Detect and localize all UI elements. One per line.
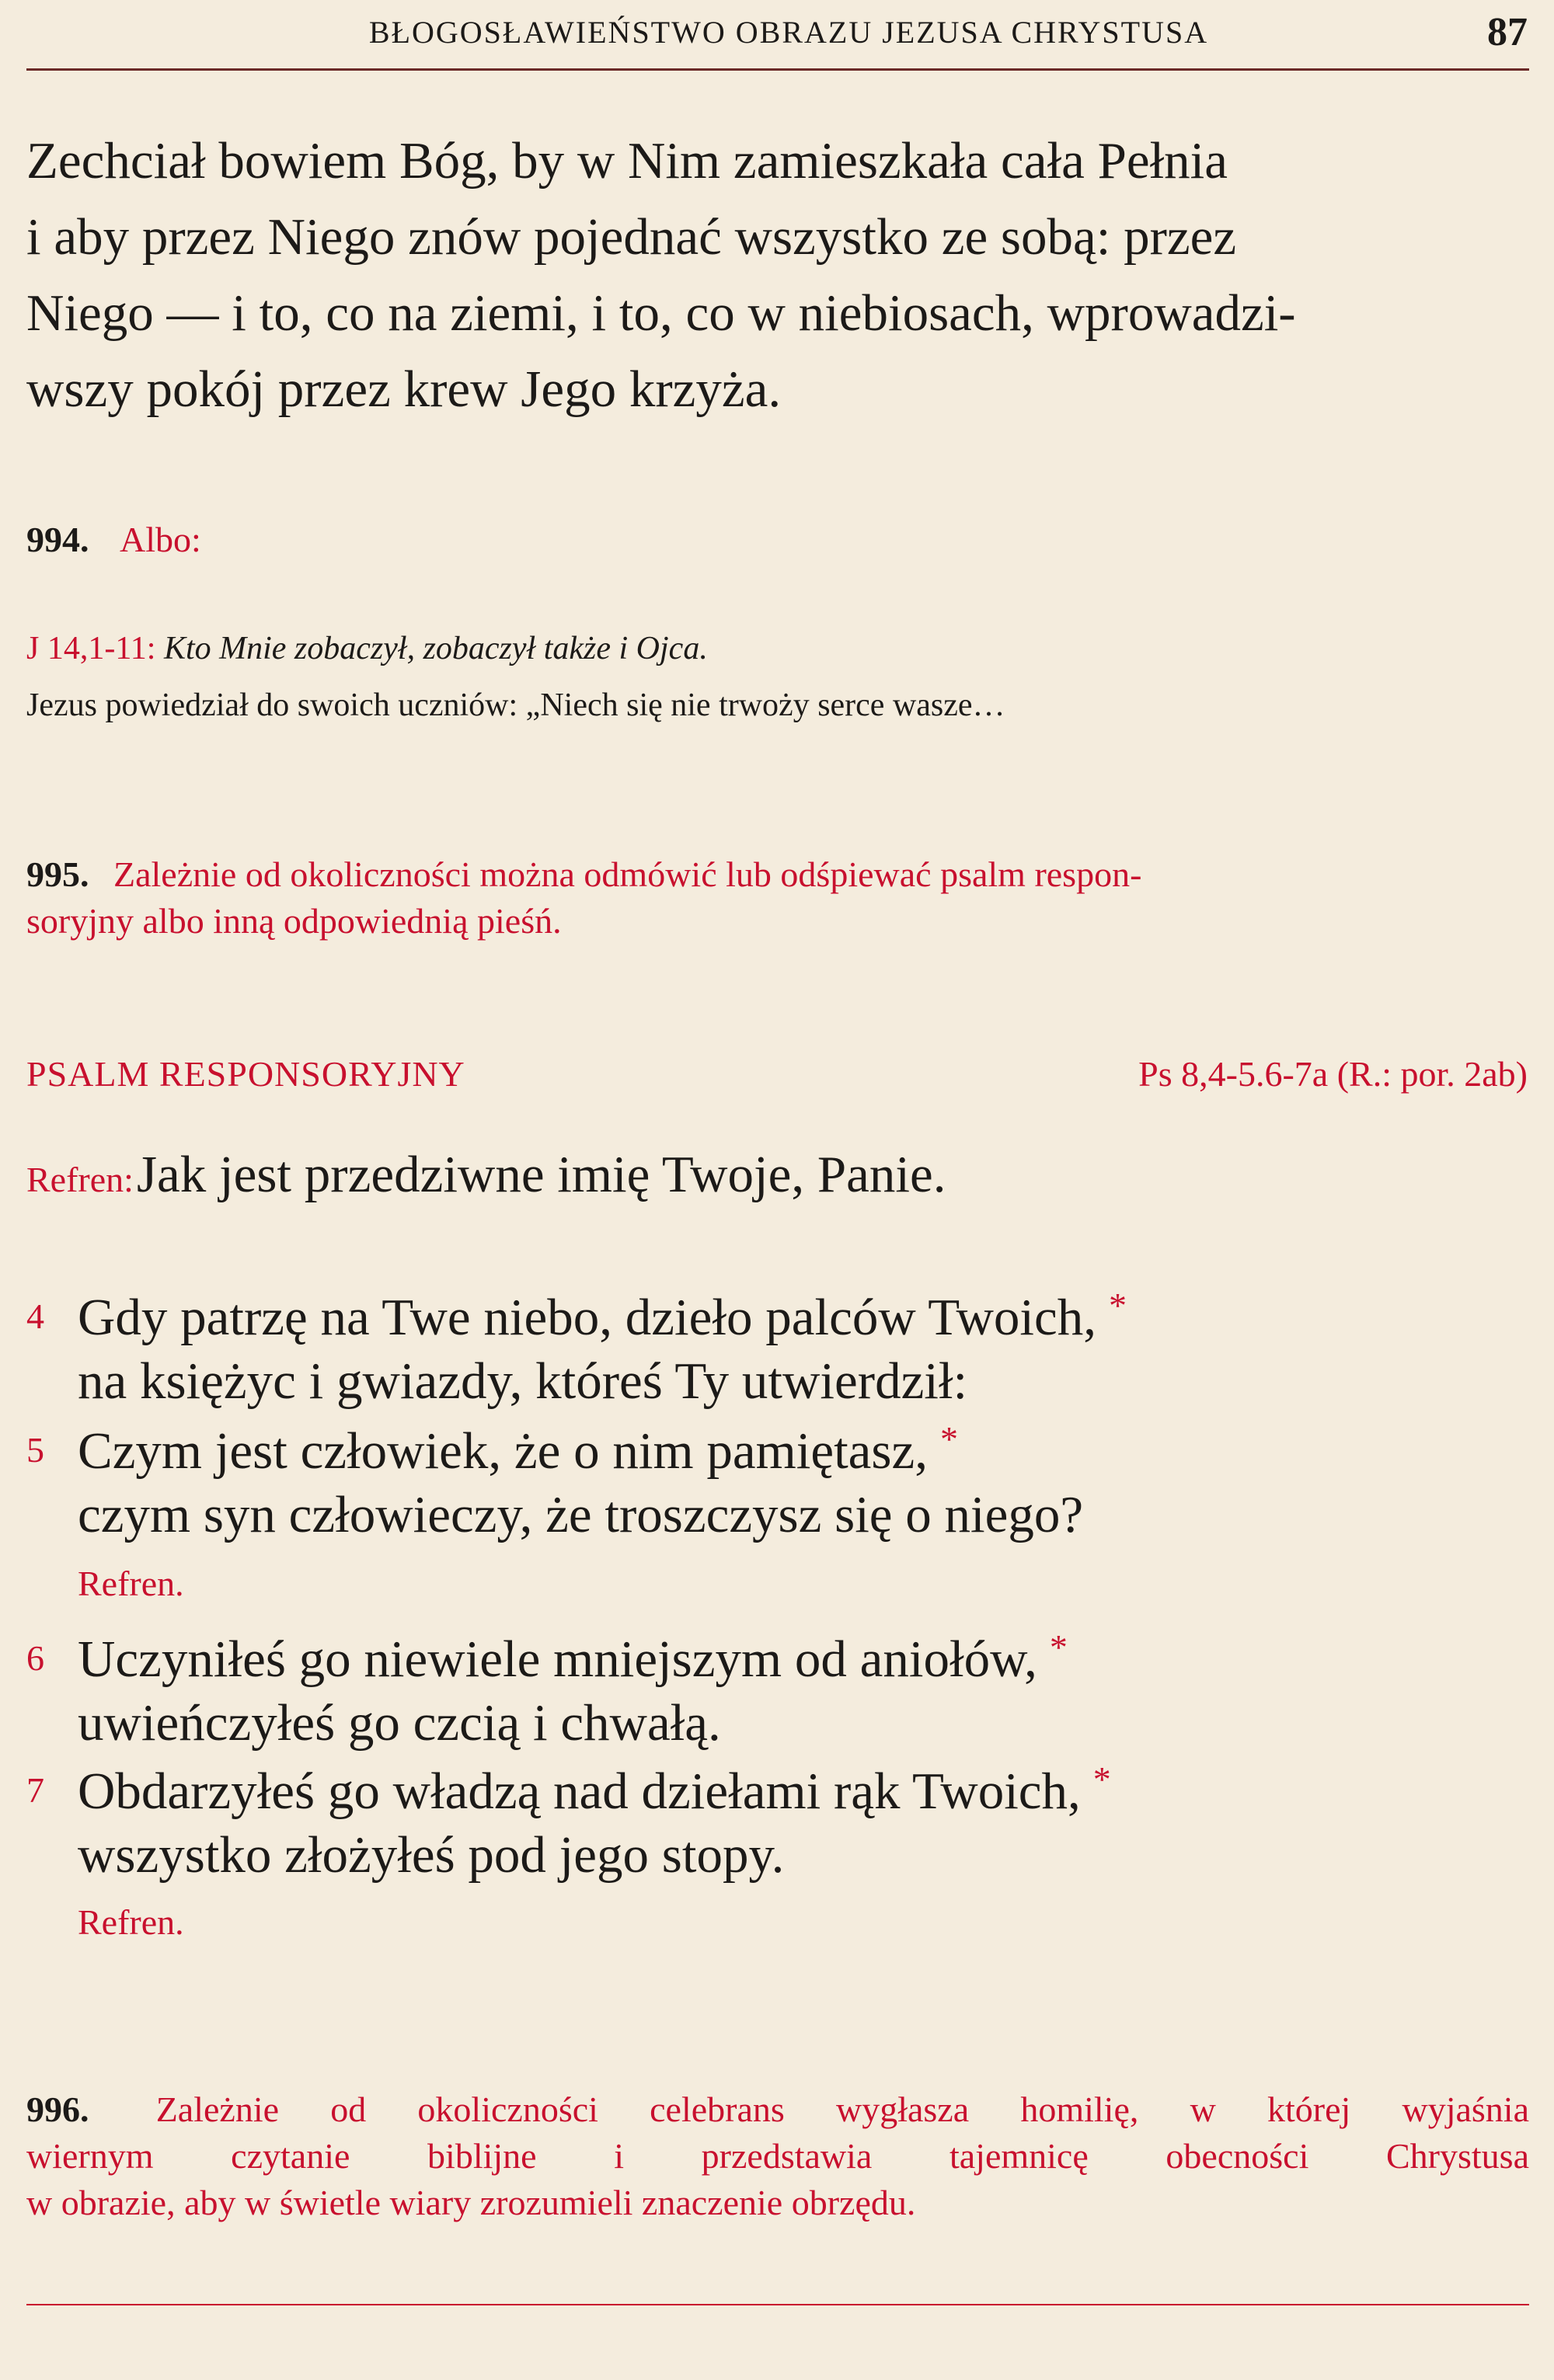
footer-rule	[26, 2304, 1529, 2305]
verse-line: uwieńczyłeś go czcią i chwałą.	[78, 1694, 721, 1752]
entry-label: Albo:	[120, 520, 201, 559]
entry-number: 995.	[26, 854, 89, 894]
reading-line: wszy pokój przez krew Jego krzyża.	[26, 360, 782, 418]
verse-line: czym syn człowieczy, że troszczysz się o niego?	[78, 1486, 1084, 1543]
verse-number: 4	[26, 1296, 44, 1336]
verse-line	[26, 1407, 1529, 1483]
reading-line: Zechciał bowiem Bóg, by w Nim zamieszkała cała Pełnia	[26, 132, 1228, 190]
verse-text: Uczyniłeś go niewiele mniejszym od aniołów,	[78, 1630, 1037, 1688]
asterisk: *	[1049, 1627, 1068, 1667]
verse-line: wszystko złożyłeś pod jego stopy.	[78, 1826, 785, 1884]
verse-text: Czym jest człowiek, że o nim pamiętasz,	[78, 1422, 928, 1480]
entry-number: 994.	[26, 520, 89, 559]
asterisk: *	[939, 1419, 958, 1459]
asterisk: *	[1108, 1286, 1127, 1325]
verse-text: Gdy patrzę na Twe niebo, dzieło palców Twoich,	[78, 1289, 1096, 1346]
rubric-line	[26, 2086, 1529, 2133]
entry-994	[26, 517, 201, 563]
psalm-verse-4	[26, 1274, 1529, 1413]
verse-line: na księżyc i gwiazdy, któreś Ty utwierdził:	[78, 1352, 968, 1410]
entry-number: 996.	[26, 2089, 89, 2129]
asterisk: *	[1092, 1759, 1111, 1799]
reading-text	[26, 123, 1529, 427]
gospel-incipit: Jezus powiedział do swoich uczniów: „Niech się nie trwoży serce wasze…	[26, 687, 1005, 723]
refrain-text: Jak jest przedziwne imię Twoje, Panie.	[136, 1146, 946, 1203]
verse-number: 6	[26, 1638, 44, 1678]
psalm-verse-5	[26, 1407, 1529, 1547]
reading-line: i aby przez Niego znów pojednać wszystko ze sobą: przez	[26, 208, 1237, 266]
verse-line	[26, 1748, 1529, 1823]
refrain-mark: Refren.	[78, 1564, 184, 1603]
refrain	[26, 1145, 946, 1205]
rubric-line: w obrazie, aby w świetle wiary zrozumieli znaczenie obrzędu.	[26, 2183, 916, 2222]
refrain-mark: Refren.	[78, 1902, 184, 1942]
rubric-line	[26, 851, 1529, 898]
verse-number: 5	[26, 1430, 44, 1470]
header-rule	[26, 68, 1529, 71]
rubric-line: soryjny albo inną odpowiednią pieśń.	[26, 901, 562, 941]
entry-996	[26, 2086, 1529, 2226]
verse-number: 7	[26, 1770, 44, 1810]
page-number: 87	[1487, 10, 1528, 54]
rubric-text: Zależnie od okoliczności celebrans wygłasza homilię, w której wyjaśnia	[155, 2089, 1529, 2129]
entry-995	[26, 851, 1529, 945]
psalm-title: PSALM RESPONSORYJNY	[26, 1054, 465, 1094]
rubric-line: wiernym czytanie biblijne i przedstawia tajemnicę obecności Chrystusa	[26, 2136, 1529, 2176]
rubric-text: Zależnie od okoliczności można odmówić lub odśpiewać psalm respon-	[113, 854, 1142, 894]
psalm-reference: Ps 8,4-5.6-7a (R.: por. 2ab)	[1138, 1054, 1528, 1094]
reading-line: Niego — i to, co na ziemi, i to, co w niebiosach, wprowadzi-	[26, 284, 1296, 342]
psalm-verse-6	[26, 1616, 1529, 1755]
reference-title: Kto Mnie zobaczył, zobaczył także i Ojca.	[163, 631, 708, 666]
psalm-verse-7	[26, 1748, 1529, 1887]
verse-line	[26, 1274, 1529, 1349]
running-head: BŁOGOSŁAWIEŃSTWO OBRAZU JEZUSA CHRYSTUSA	[368, 15, 1209, 50]
gospel-reference	[26, 627, 708, 670]
verse-line	[26, 1616, 1529, 1691]
verse-text: Obdarzyłeś go władzą nad dziełami rąk Twoich,	[78, 1762, 1081, 1820]
reference-siglum: J 14,1-11:	[26, 631, 156, 666]
refrain-label: Refren:	[26, 1160, 134, 1199]
